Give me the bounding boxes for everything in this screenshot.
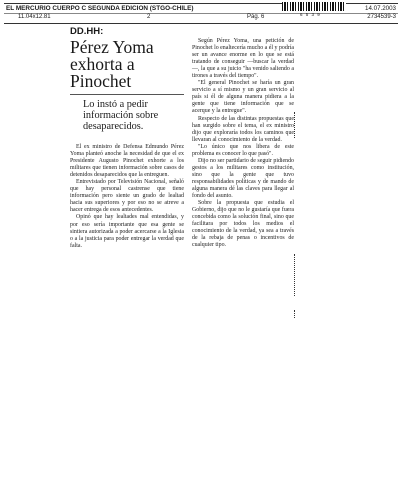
headline-line: exhorta a [70,54,135,74]
article-left-column [70,26,184,250]
section-label: DD.HH: [70,26,104,37]
body-paragraph: Respecto de las distintas propuestas que han surgido sobre el tema, el ex ministro dijo que exploraría todos los caminos que llevaran al conocimiento de la verdad. [192,115,294,143]
body-paragraph: Sobre la propuesta que estudia el Gobierno, dijo que no le gustaría que fuera concebida como la solución final, sino que facilitara por todos los medios el conocimiento de la verdad, ya sea a través de la rebaja de penas o incentivos de cualquier tipo. [192,200,294,249]
deck-line: información sobre [83,110,159,121]
clip-date: 14.07.2003 [365,5,396,12]
body-paragraph: Dijo no ser partidario de seguir pidiendo gestos a los militares como institución, sino que la gente que tuvo responsabilidades políticas y de mando de alguna manera dé las claves para llegar al fondo del asunto. [192,157,294,200]
margin-mark [294,254,298,296]
body-paragraph: Opinó que hay lealtades mal entendidas, y por eso sería importante que esa gente se sintiera autorizada a poder acercarse a la Iglesia o a la justicia para poder entregar la verdad que falta. [70,214,184,249]
clip-size: 11.04x12.81 [18,14,51,20]
headline [70,39,184,90]
headline-rule [70,94,184,95]
body-paragraph: Entrevistado por Televisión Nacional, señaló que hay personal castrense que tiene información pero siente un grado de lealtad hacia sus superiores y por eso no se atreve a hacer entrega de esos antecedentes. [70,179,184,214]
header-divider [4,13,398,14]
clip-page: Pág. 6 [247,14,265,20]
margin-mark [294,112,298,138]
body-paragraph: Según Pérez Yoma, una petición de Pinochet lo enaltecería mucho a él y podría ser un avance enorme en lo que se está tratando de conseguir —buscar la verdad—, la que a su juicio "ha venido saliendo a tirones a través del tiempo". [192,38,294,80]
barcode-number: 6 5 3 9 [300,12,321,17]
body-paragraph: "El general Pinochet se haría un gran servicio a sí mismo y un gran servicio al país si él de alguna manera pidiera a la gente que tiene información que se acerque y la entregue". [192,80,294,115]
margin-mark [294,310,298,318]
body-paragraph: "Lo único que nos libera de este problema es conocer lo que pasó". [192,143,294,157]
deck-line: desaparecidos. [83,121,144,132]
clip-id: 2734539-3 [367,14,396,20]
barcode [282,2,346,11]
publication-name: EL MERCURIO CUERPO C SEGUNDA EDICION (STGO-CHILE) [6,5,194,12]
clip-column: 2 [147,14,151,20]
article-right-column [192,38,294,249]
headline-line: Pinochet [70,71,132,91]
headline-line: Pérez Yoma [70,37,154,57]
body-paragraph: El ex ministro de Defensa Edmundo Pérez Yoma planteó anoche la necesidad de que el ex Presidente Augusto Pinochet exhorte a los militares que tienen información sobre casos de detenidos desaparecidos que la entreguen. [70,144,184,179]
deck-line: Lo instó a pedir [83,99,148,110]
deck [83,99,184,132]
article-body-left [70,144,184,250]
